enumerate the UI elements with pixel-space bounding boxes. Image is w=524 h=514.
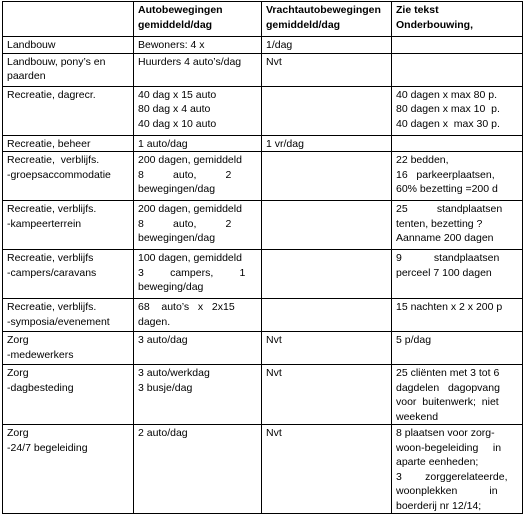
cell-line: Nvt [266, 334, 282, 346]
cell-line: 40 dagen x max 80 p. [396, 88, 497, 101]
cell-line: Recreatie, verblijfs. [7, 301, 97, 313]
cell-line: 80 dag x 4 auto [138, 103, 211, 115]
cell-line: Recreatie, dagrecr. [7, 88, 96, 101]
cell-line: Aanname 200 dagen [396, 232, 494, 244]
cell-line: 40 dagen x max 30 p. [396, 117, 500, 130]
header-truck-movements: Vrachtautobewegingen gemiddeld/dag [262, 2, 392, 37]
cell-line: Zorg [7, 367, 29, 379]
cell-line: dagen. [138, 315, 171, 328]
cell-line: 100 dagen, gemiddeld [138, 252, 242, 264]
cell-line: 16 parkeerplaatsen, [396, 168, 495, 181]
cell-line: Nvt [266, 55, 282, 68]
cell-line: voor buitenwerk; niet [396, 396, 499, 408]
cell-line: 3 auto/dag [138, 334, 188, 346]
cell-line: 3 auto/werkdag [138, 367, 210, 379]
activity-cell [3, 201, 134, 250]
notes-cell [392, 37, 523, 54]
cell-line: 8 plaatsen voor zorg- [396, 427, 495, 439]
notes-cell [392, 135, 523, 152]
header-car-movements: Autobewegingen gemiddeld/dag [134, 2, 262, 37]
car-movements-cell [134, 37, 262, 54]
truck-movements-cell [262, 425, 392, 514]
table-row [3, 53, 523, 86]
car-movements-cell [134, 365, 262, 425]
cell-line: 8 auto, 2 [138, 168, 232, 181]
cell-line: Nvt [266, 367, 282, 379]
cell-line: beweging/dag [138, 281, 204, 293]
cell-line: 25 cliënten met 3 tot 6 [396, 367, 500, 379]
cell-line: bewegingen/dag [138, 183, 216, 195]
activity-cell [3, 37, 134, 54]
truck-movements-cell [262, 152, 392, 201]
truck-movements-cell [262, 250, 392, 299]
notes-cell [392, 152, 523, 201]
cell-line: woonplekken in [396, 485, 498, 497]
cell-line: -groepsaccommodatie [7, 168, 111, 181]
cell-line: Recreatie, verblijfs [7, 252, 94, 264]
cell-line: 22 bedden, [396, 154, 449, 166]
truck-movements-cell [262, 135, 392, 152]
cell-line: -medewerkers [7, 348, 74, 361]
cell-line: 60% bezetting =200 d [396, 183, 498, 195]
truck-movements-cell [262, 365, 392, 425]
notes-cell [392, 250, 523, 299]
table-row [3, 425, 523, 514]
cell-line: -dagbesteding [7, 381, 74, 394]
table-row [3, 299, 523, 332]
activity-cell [3, 135, 134, 152]
table-row [3, 332, 523, 365]
cell-line: 1 auto/dag [138, 137, 188, 150]
cell-line: -kampeerterrein [7, 217, 82, 230]
activity-cell [3, 250, 134, 299]
cell-line: 3 busje/dag [138, 381, 193, 394]
cell-line: dagdelen dagopvang [396, 381, 500, 394]
cell-line: aparte eenheden; [396, 456, 479, 468]
notes-cell [392, 86, 523, 135]
cell-line: Landbouw [7, 39, 56, 51]
cell-line: -campers/caravans [7, 266, 97, 279]
cell-line: Nvt [266, 427, 282, 439]
table-row [3, 250, 523, 299]
car-movements-cell [134, 86, 262, 135]
cell-line: bewegingen/dag [138, 232, 216, 244]
cell-line: perceel 7 100 dagen [396, 266, 492, 279]
car-movements-cell [134, 250, 262, 299]
cell-line: woon-begeleiding in [396, 441, 502, 454]
cell-line: 9 standplaatsen [396, 252, 500, 264]
cell-line: Recreatie, beheer [7, 137, 91, 150]
notes-cell [392, 201, 523, 250]
cell-line: 3 zorggerelateerde, [396, 470, 508, 483]
truck-movements-cell [262, 332, 392, 365]
notes-cell [392, 365, 523, 425]
cell-line: 1 vr/dag [266, 137, 304, 150]
car-movements-cell [134, 201, 262, 250]
table-row [3, 86, 523, 135]
traffic-table [2, 1, 523, 514]
car-movements-cell [134, 425, 262, 514]
activity-cell [3, 425, 134, 514]
table-row [3, 37, 523, 54]
table-row [3, 152, 523, 201]
car-movements-cell [134, 152, 262, 201]
table-body [3, 37, 523, 514]
cell-line: 80 dagen x max 10 p. [396, 103, 500, 115]
activity-cell [3, 53, 134, 86]
cell-line: 2 auto/dag [138, 427, 188, 439]
cell-line: 3 campers, 1 [138, 266, 246, 279]
table-row [3, 135, 523, 152]
notes-cell [392, 425, 523, 514]
cell-line: 5 p/dag [396, 334, 432, 346]
table-row [3, 365, 523, 425]
truck-movements-cell [262, 37, 392, 54]
truck-movements-cell [262, 86, 392, 135]
car-movements-cell [134, 53, 262, 86]
cell-line: Recreatie, verblijfs. [7, 203, 97, 215]
notes-cell [392, 332, 523, 365]
activity-cell [3, 299, 134, 332]
notes-cell [392, 299, 523, 332]
cell-line: 25 standplaatsen [396, 203, 503, 215]
truck-movements-cell [262, 53, 392, 86]
cell-line: 200 dagen, gemiddeld [138, 203, 242, 215]
cell-line: Huurders 4 auto’s/dag [138, 55, 242, 68]
cell-line: Zorg [7, 334, 29, 346]
cell-line: 40 dag x 10 auto [138, 117, 217, 130]
truck-movements-cell [262, 299, 392, 332]
cell-line: Zorg [7, 427, 29, 439]
car-movements-cell [134, 135, 262, 152]
cell-line: 8 auto, 2 [138, 217, 232, 230]
cell-line: 15 nachten x 2 x 200 p [396, 301, 503, 313]
cell-line: Bewoners: 4 x [138, 39, 205, 51]
cell-line: 68 auto’s x 2x15 [138, 301, 235, 313]
header-see-text: Zie tekst Onderbouwing, [392, 2, 523, 37]
activity-cell [3, 332, 134, 365]
cell-line: Recreatie, verblijfs. [7, 154, 100, 166]
car-movements-cell [134, 332, 262, 365]
cell-line: paarden [7, 70, 46, 82]
header-empty-cell [3, 2, 134, 37]
cell-line: 1/dag [266, 39, 293, 51]
cell-line: Landbouw, pony’s en [7, 55, 106, 68]
activity-cell [3, 86, 134, 135]
cell-line: boerderij nr 12/14; [396, 499, 482, 512]
header-row [3, 2, 523, 37]
cell-line: weekend [396, 410, 439, 423]
cell-line: -symposia/evenement [7, 315, 110, 328]
cell-line: 40 dag x 15 auto [138, 88, 217, 101]
cell-line: tenten, bezetting ? [396, 217, 483, 230]
notes-cell [392, 53, 523, 86]
cell-line: -24/7 begeleiding [7, 441, 88, 454]
table-row [3, 201, 523, 250]
car-movements-cell [134, 299, 262, 332]
cell-line: 200 dagen, gemiddeld [138, 154, 242, 166]
activity-cell [3, 152, 134, 201]
truck-movements-cell [262, 201, 392, 250]
activity-cell [3, 365, 134, 425]
